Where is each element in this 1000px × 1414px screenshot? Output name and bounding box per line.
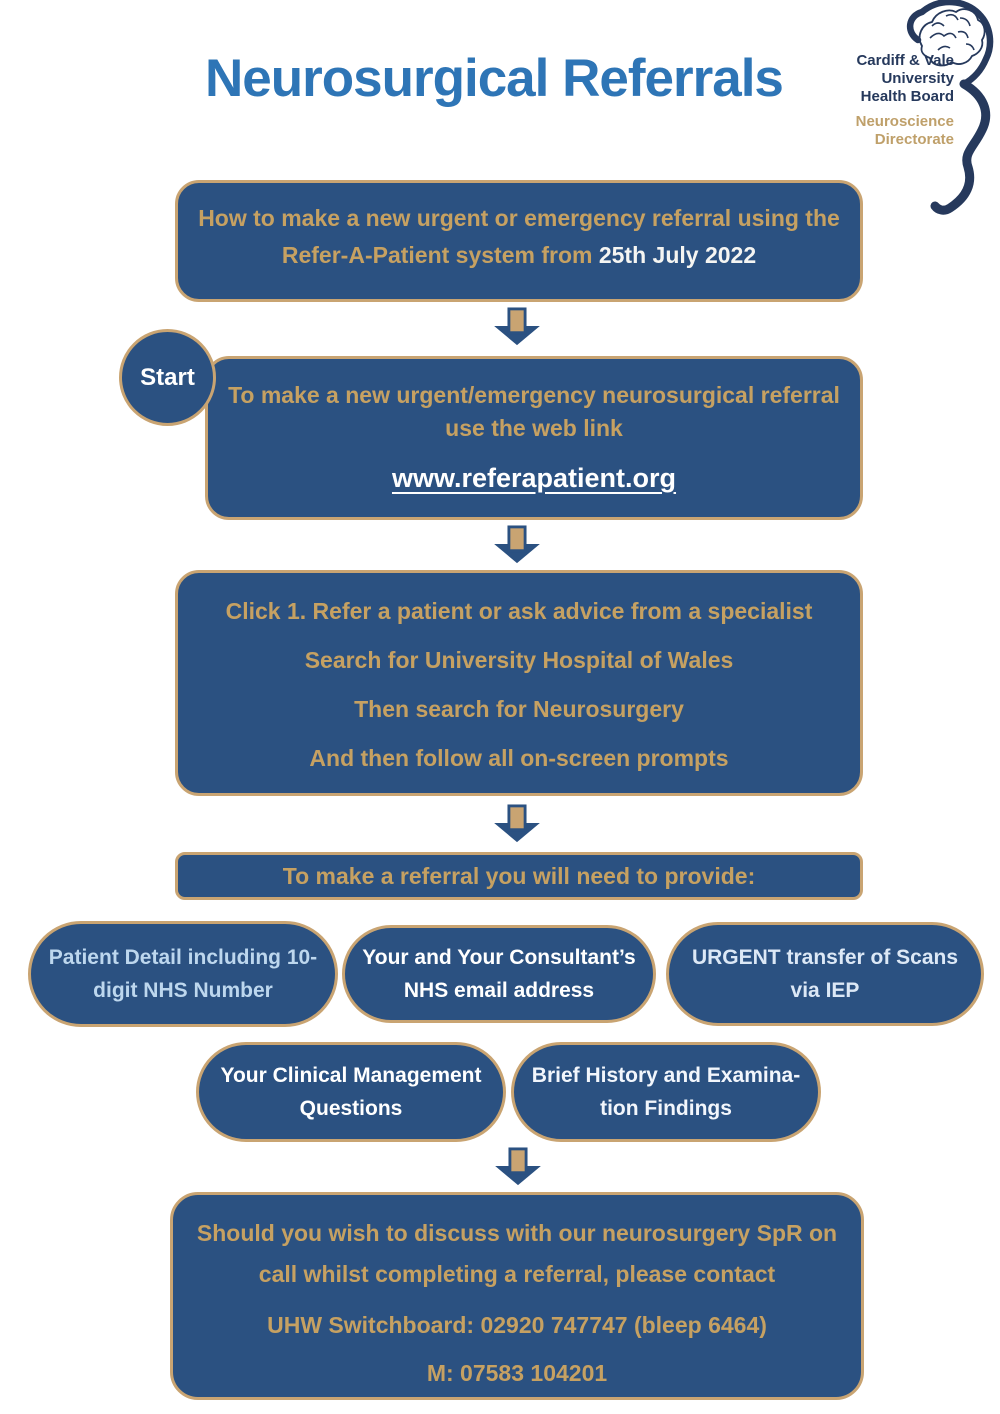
weblink-box <box>205 356 863 520</box>
pill-line: URGENT transfer of Scans <box>691 946 959 969</box>
logo-org-line: Cardiff & Vale <box>856 52 954 69</box>
pill-line: NHS email address <box>403 979 595 1002</box>
steps-line1: Click 1. Refer a patient or ask advice from a specialist <box>225 598 813 624</box>
steps-line2: Search for University Hospital of Wales <box>304 647 734 673</box>
contact-line1: Should you wish to discuss with our neurosurgery SpR on <box>196 1220 838 1246</box>
down-arrow-icon <box>488 525 546 565</box>
start-date-highlight: 25th July 2022 <box>598 242 757 268</box>
contact-box <box>170 1192 864 1400</box>
start-label: Start <box>140 363 195 391</box>
contact-switchboard: UHW Switchboard: 02920 747747 (bleep 6464) <box>267 1312 767 1338</box>
brain-head-logo-icon <box>886 0 1000 215</box>
pill-line: digit NHS Number <box>93 979 273 1002</box>
steps-line4: And then follow all on-screen prompts <box>309 745 729 771</box>
steps-line3: Then search for Neurosurgery <box>354 696 684 722</box>
provide-header-bar <box>175 852 863 900</box>
requirement-pill-iep-scans <box>666 922 984 1026</box>
pill-line: tion Findings <box>600 1097 732 1120</box>
intro-line2-prefix: Refer-A-Patient system from <box>281 242 599 268</box>
pill-line: Patient Detail including 10- <box>48 946 318 969</box>
pill-line: Your Clinical Management <box>220 1064 482 1087</box>
pill-line: Your and Your Consultant’s <box>362 946 636 969</box>
start-node <box>119 329 216 426</box>
logo-org-line: Health Board <box>860 88 954 105</box>
requirement-pill-clinical-questions <box>196 1042 506 1142</box>
requirement-pill-patient-detail <box>28 921 338 1027</box>
weblink-line2: use the web link <box>445 415 623 441</box>
contact-line2: call whilst completing a referral, please contact <box>258 1261 776 1287</box>
pill-line: via IEP <box>790 979 860 1002</box>
down-arrow-icon <box>488 804 546 844</box>
referapatient-link[interactable]: www.referapatient.org <box>391 463 677 493</box>
requirement-pill-nhs-email <box>342 925 656 1023</box>
provide-header-text: To make a referral you will need to provide: <box>282 863 756 889</box>
down-arrow-icon <box>489 1147 547 1187</box>
logo-dept-line: Directorate <box>874 131 954 148</box>
page-title: Neurosurgical Referrals <box>205 49 783 108</box>
intro-line2 <box>178 237 860 274</box>
intro-line1: How to make a new urgent or emergency referral using the <box>198 205 840 231</box>
contact-mobile: M: 07583 104201 <box>426 1360 608 1386</box>
requirement-pill-history-findings <box>511 1042 821 1142</box>
logo-dept-line: Neuroscience <box>855 113 954 130</box>
weblink-line1: To make a new urgent/emergency neurosurgical referral <box>228 382 840 408</box>
intro-box <box>175 180 863 302</box>
down-arrow-icon <box>488 307 546 347</box>
logo-org-line: University <box>881 70 954 87</box>
pill-line: Brief History and Examina- <box>531 1064 801 1087</box>
steps-box <box>175 570 863 796</box>
pill-line: Questions <box>299 1097 403 1120</box>
